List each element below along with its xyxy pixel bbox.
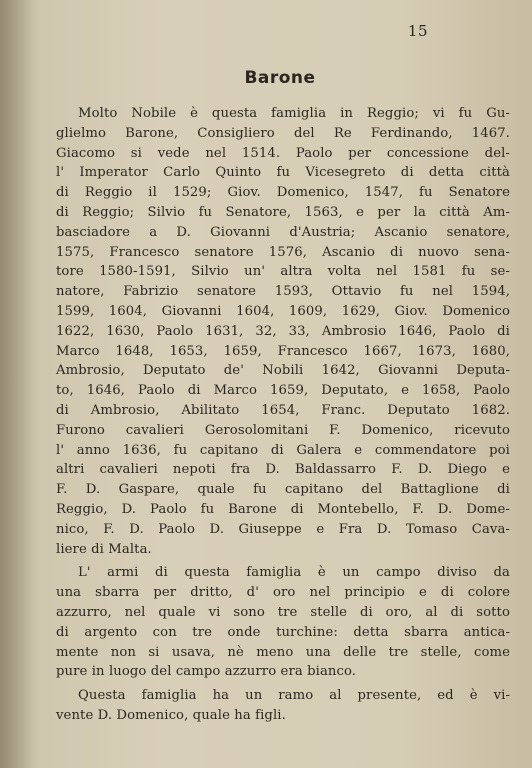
text-line: di Reggio il 1529; Giov. Domenico, 1547, fu Senatore (56, 185, 510, 201)
text-line: vente D. Domenico, quale ha figli. (56, 707, 286, 723)
text-line: Marco 1648, 1653, 1659, Francesco 1667, 1673, 1680, (56, 343, 510, 359)
text-line: l' Imperator Carlo Quinto fu Vicesegreto di detta città (56, 165, 510, 181)
text-line: 1599, 1604, Giovanni 1604, 1609, 1629, Giov. Domenico (56, 303, 510, 319)
text-line: pure in luogo del campo azzurro era bianco. (56, 664, 357, 680)
text-line: Molto Nobile è questa famiglia in Reggio; vi fu Gu- (78, 106, 510, 121)
text-line: 1575, Francesco senatore 1576, Ascanio di nuovo sena- (56, 244, 510, 260)
text-line: Ambrosio, Deputato de' Nobili 1642, Giovanni Deputa- (56, 363, 510, 379)
text-line: azzurro, nel quale vi sono tre stelle di oro, al di sotto (56, 604, 510, 620)
text-line: Reggio, D. Paolo fu Barone di Montebello, F. D. Dome- (56, 501, 510, 517)
text-line: l' anno 1636, fu capitano di Galera e commendatore poi (56, 442, 510, 458)
paragraph (56, 104, 510, 559)
text-line: 1622, 1630, Paolo 1631, 32, 33, Ambrosio 1646, Paolo di (56, 323, 510, 339)
page-number: 15 (407, 22, 428, 40)
text-line: Furono cavalieri Gerosolomitani F. Domenico, ricevuto (56, 422, 510, 438)
section-title: Barone (244, 68, 316, 88)
text-line: Questa famiglia ha un ramo al presente, ed è vi- (78, 688, 510, 704)
body-text (56, 104, 510, 726)
text-line: nico, F. D. Paolo D. Giuseppe e Fra D. Tomaso Cava- (56, 521, 510, 537)
text-line: di Reggio; Silvio fu Senatore, 1563, e per la città Am- (56, 204, 510, 220)
paragraph (56, 563, 510, 682)
paragraph (56, 686, 510, 726)
text-line: una sbarra per dritto, d' oro nel principio e di colore (56, 585, 510, 601)
text-line: L' armi di questa famiglia è un campo diviso da (78, 565, 510, 581)
text-line: natore, Fabrizio senatore 1593, Ottavio fu nel 1594, (56, 284, 510, 300)
text-line: tore 1580-1591, Silvio un' altra volta nel 1581 fu se- (56, 264, 510, 280)
text-line: Giacomo si vede nel 1514. Paolo per concessione del- (56, 145, 510, 161)
text-line: F. D. Gaspare, quale fu capitano del Battaglione di (56, 482, 510, 498)
text-line: to, 1646, Paolo di Marco 1659, Deputato, e 1658, Paolo (56, 383, 510, 399)
page-gutter-shadow (0, 0, 40, 768)
text-line: basciadore a D. Giovanni d'Austria; Ascanio senatore, (56, 224, 510, 240)
text-line: liere di Malta. (56, 541, 152, 557)
text-line: glielmo Barone, Consigliero del Re Ferdinando, 1467. (56, 125, 510, 141)
text-line: di argento con tre onde turchine: detta sbarra antica- (56, 624, 510, 640)
text-line: di Ambrosio, Abilitato 1654, Franc. Deputato 1682. (56, 402, 510, 418)
text-line: altri cavalieri nepoti fra D. Baldassarro F. D. Diego e (56, 462, 510, 478)
text-line: mente non si usava, nè meno una delle tre stelle, come (56, 644, 510, 660)
